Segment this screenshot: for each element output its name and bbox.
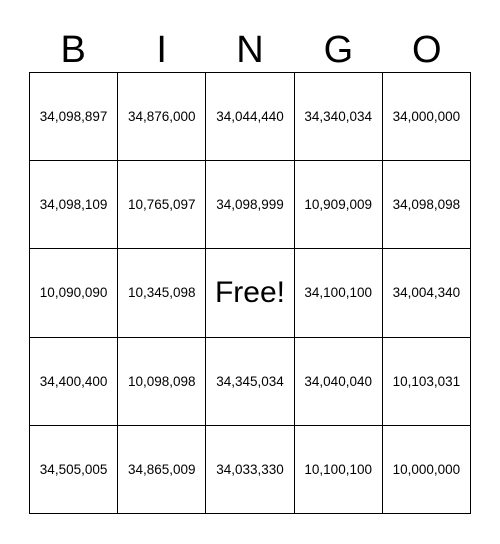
bingo-cell[interactable]: 34,098,109 xyxy=(30,161,118,249)
header-letter-g: G xyxy=(323,29,354,71)
bingo-cell[interactable]: 34,876,000 xyxy=(118,73,206,161)
bingo-card xyxy=(29,72,471,514)
bingo-cell[interactable]: 34,004,340 xyxy=(383,249,471,337)
bingo-cell[interactable]: 10,090,090 xyxy=(30,249,118,337)
bingo-cell[interactable]: 34,100,100 xyxy=(295,249,383,337)
bingo-cell[interactable]: 34,505,005 xyxy=(30,426,118,514)
bingo-cell[interactable]: 34,098,999 xyxy=(206,161,294,249)
header-letter-n: N xyxy=(236,29,264,71)
bingo-cell[interactable]: 34,000,000 xyxy=(383,73,471,161)
bingo-cell[interactable]: 34,340,034 xyxy=(295,73,383,161)
bingo-cell[interactable]: 10,345,098 xyxy=(118,249,206,337)
bingo-cell[interactable]: 34,033,330 xyxy=(206,426,294,514)
bingo-cell[interactable]: 34,098,098 xyxy=(383,161,471,249)
bingo-cell[interactable]: 34,044,440 xyxy=(206,73,294,161)
bingo-cell[interactable]: 10,909,009 xyxy=(295,161,383,249)
free-space-cell[interactable]: Free! xyxy=(206,249,294,337)
bingo-cell[interactable]: 34,865,009 xyxy=(118,426,206,514)
bingo-cell[interactable]: 34,400,400 xyxy=(30,338,118,426)
bingo-cell[interactable]: 10,000,000 xyxy=(383,426,471,514)
header-letter-o: O xyxy=(412,29,442,71)
bingo-cell[interactable]: 10,765,097 xyxy=(118,161,206,249)
header-letter-i: I xyxy=(156,29,167,71)
bingo-header xyxy=(29,26,471,74)
bingo-cell[interactable]: 34,345,034 xyxy=(206,338,294,426)
bingo-cell[interactable]: 10,098,098 xyxy=(118,338,206,426)
header-letter-b: B xyxy=(60,29,86,71)
bingo-cell[interactable]: 34,098,897 xyxy=(30,73,118,161)
bingo-cell[interactable]: 10,103,031 xyxy=(383,338,471,426)
bingo-cell[interactable]: 34,040,040 xyxy=(295,338,383,426)
bingo-cell[interactable]: 10,100,100 xyxy=(295,426,383,514)
